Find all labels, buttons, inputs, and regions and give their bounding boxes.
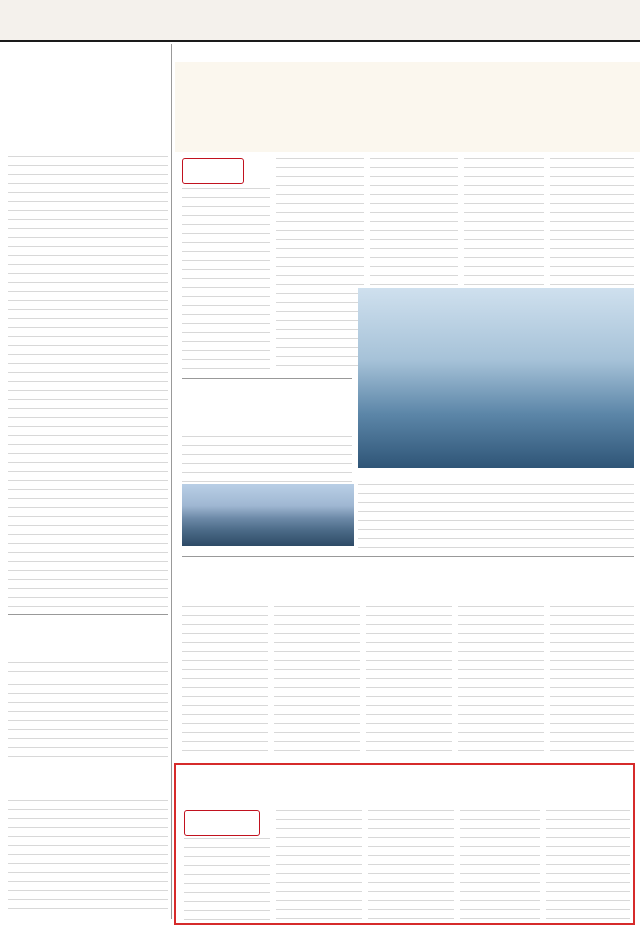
lead-body-col-5 xyxy=(550,158,634,286)
story-3-body-col-2 xyxy=(274,606,360,754)
story-3-body-col-4 xyxy=(458,606,544,754)
lead-byline xyxy=(182,142,632,150)
lead-kicker xyxy=(182,70,632,100)
story-4-body-col-5 xyxy=(546,810,630,920)
story-body xyxy=(8,156,168,611)
story-3-body-col-1 xyxy=(182,606,268,754)
story-deck xyxy=(8,112,168,136)
story-4-body-col-4 xyxy=(460,810,540,920)
column-rule xyxy=(171,44,172,919)
lead-body-col-1 xyxy=(182,188,270,374)
story-body xyxy=(8,684,168,760)
story-divider xyxy=(182,378,352,379)
story-4-subhead xyxy=(460,852,540,861)
lead-subhead-1 xyxy=(276,238,364,247)
story-headline xyxy=(8,74,168,110)
lead-body-col-2 xyxy=(276,158,364,374)
story-2-body-right xyxy=(358,484,634,548)
story-4-headline xyxy=(180,772,630,794)
story-4-deck xyxy=(180,796,630,806)
lead-body-col-4 xyxy=(464,158,544,286)
story-headline xyxy=(8,622,168,658)
story-headline xyxy=(8,764,168,796)
story-4-body-col-1 xyxy=(184,838,270,920)
story-2-headline xyxy=(190,388,350,424)
story-3-headline xyxy=(182,564,634,588)
story-body xyxy=(8,800,168,916)
column-stamp xyxy=(182,158,244,184)
story-byline xyxy=(8,140,168,150)
story-divider xyxy=(182,556,634,557)
masthead xyxy=(0,0,640,42)
story-3-deck xyxy=(182,588,634,598)
story-4-body-col-3 xyxy=(368,810,454,920)
left-column-story-2 xyxy=(8,622,168,680)
lead-headline xyxy=(182,106,632,140)
news-photo-cruise-ship xyxy=(182,484,354,546)
left-column-story-3 xyxy=(8,684,168,916)
story-3-body-col-5 xyxy=(550,606,634,754)
photo-caption xyxy=(358,470,634,480)
story-4-subhead xyxy=(276,828,362,837)
story-3-body-col-3 xyxy=(366,606,452,754)
left-divider xyxy=(8,614,168,615)
story-4-body-col-2 xyxy=(276,810,362,920)
section-stamp xyxy=(184,810,260,836)
news-photo-port xyxy=(358,288,634,468)
left-column-story-1 xyxy=(8,44,168,614)
story-body xyxy=(8,662,168,680)
